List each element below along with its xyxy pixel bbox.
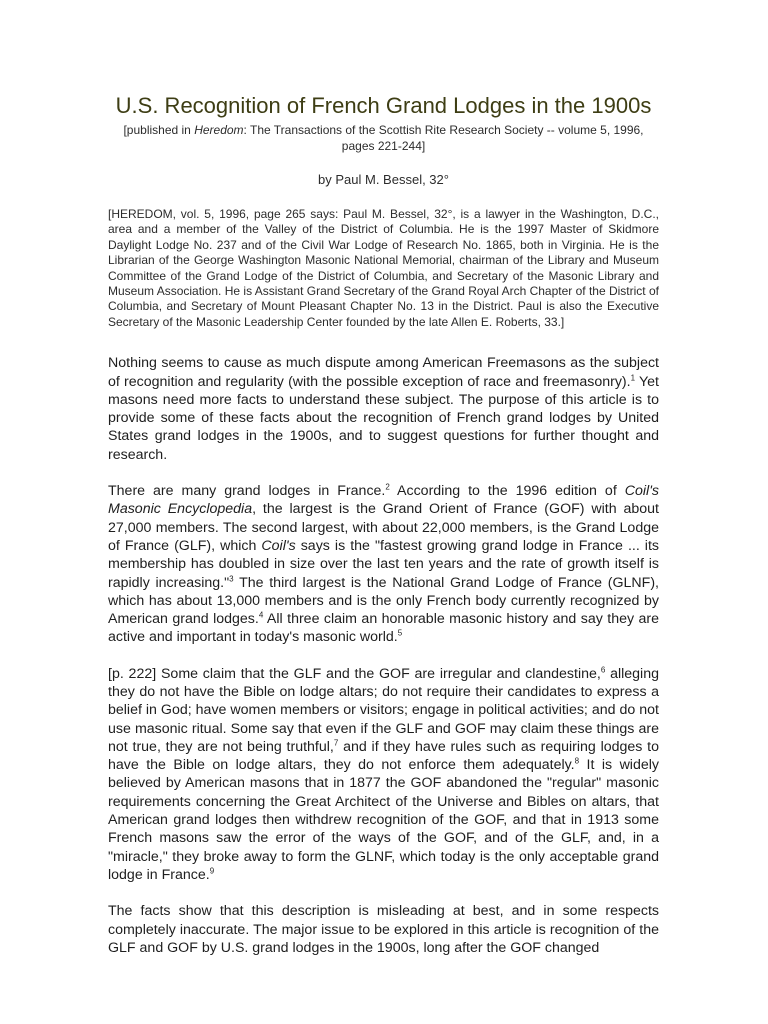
footnote-ref-3[interactable]: 3 [229,573,234,583]
paragraph-2-text-d: says is the "fastest growing grand lodge in France ... its membership has doubled in size over the last ten years and the rate of growth itself is rapidly increasing." [108,537,659,591]
paragraph-3-text-b: alleging they do not have the Bible on lodge altars; do not require their candidates to express a belief in God; have women members or visitors; engage in political activities; and do not use masonic ritual. Some say that even if the GLF and GOF may claim these things are not true, they are not being truthful, [108,665,659,755]
paragraph-2-text-f: All three claim an honorable masonic history and say they are active and important in today's masonic world. [108,611,659,646]
paragraph-1-text-a: Nothing seems to cause as much dispute among American Freemasons as the subject of recognition and regularity (with the possible exception of race and freemasonry). [108,355,659,390]
footnote-ref-5[interactable]: 5 [397,628,403,638]
paragraph-2-text-c: , the largest is the Grand Orient of France (GOF) with about 27,000 members. The second largest, with about 22,000 members, is the Grand Lodge of France (GLF), which [108,501,659,554]
paragraph-1-text-b: Yet masons need more facts to understand these subject. The purpose of this article is to provide some of these facts about the recognition of French grand lodges by United States grand lodges in the 1900s, and to suggest questions for further thought and research. [108,373,659,463]
paragraph-3-text-a: [p. 222] Some claim that the GLF and the GOF are irregular and clandestine, [108,665,601,682]
coils-encyclopedia-title: Coil's Masonic Encyclopedia [108,483,659,518]
article-title: U.S. Recognition of French Grand Lodges in the 1900s [115,93,652,118]
paragraph-2-text-b: According to the 1996 edition of [389,483,625,500]
author-byline: by Paul M. Bessel, 32° [318,172,449,187]
paragraph-2 [108,482,659,647]
paragraph-3 [108,665,659,885]
publication-note [108,122,659,154]
footnote-ref-9[interactable]: 9 [209,866,215,876]
paragraph-1 [108,354,659,464]
paragraph-2-text-a: There are many grand lodges in France. [108,483,386,500]
author-bio: [HEREDOM, vol. 5, 1996, page 265 says: Paul M. Bessel, 32°, is a lawyer in the Washington, D.C., area and a member of the Valley of the District of Columbia. He is the 1997 Master of Skidmore Daylight Lodge No. 237 and of the Civil War Lodge of Research No. 1865, both in Virginia. He is the Librarian of the George Washington Masonic National Memorial, chairman of the Library and Museum Committee of the Grand Lodge of the District of Columbia, and Secretary of the Masonic Library and Museum Association. He is Assistant Grand Secretary of the Grand Royal Arch Chapter of the District of Columbia, and Secretary of Mount Pleasant Chapter No. 13 in the District. Paul is also the Executive Secretary of the Masonic Leadership Center founded by the late Allen E. Roberts, 33.] [108,207,659,329]
footnote-ref-2[interactable]: 2 [385,482,390,492]
footnote-ref-6[interactable]: 6 [600,664,606,674]
paragraph-2-text-e: The third largest is the National Grand Lodge of France (GLNF), which has about 13,000 members and is the only French body currently recognized by American grand lodges. [108,574,659,628]
publication-prefix: [published in [123,123,195,137]
paragraph-3-text-c: and if they have rules such as requiring lodges to have the Bible on lodge altars, they do not enforce them adequately. [108,738,659,774]
footnote-ref-1[interactable]: 1 [630,372,636,382]
footnote-ref-4[interactable]: 4 [258,610,264,620]
coils-short-title: Coil's [261,537,296,554]
paragraph-4: The facts show that this description is misleading at best, and in some respects completely inaccurate. The major issue to be explored in this article is recognition of the GLF and GOF by U.S. grand lodges in the 1900s, long after the GOF changed [108,903,659,956]
footnote-ref-8[interactable]: 8 [574,756,580,766]
journal-name: Heredom [194,123,244,137]
publication-suffix: : The Transactions of the Scottish Rite Research Society -- volume 5, 1996, pages 221-244] [243,123,644,153]
paragraph-3-text-d: It is widely believed by American masons that in 1877 the GOF abandoned the "regular" masonic requirements concerning the Great Architect of the Universe and Bibles on altars, that American grand lodges then withdrew recognition of the GOF, and that in 1913 some French masons saw the error of the ways of the GOF, and of the GLF, and, in a "miracle," they broke away to form the GLNF, which today is the only acceptable grand lodge in France. [108,757,659,883]
footnote-ref-7[interactable]: 7 [333,738,339,748]
